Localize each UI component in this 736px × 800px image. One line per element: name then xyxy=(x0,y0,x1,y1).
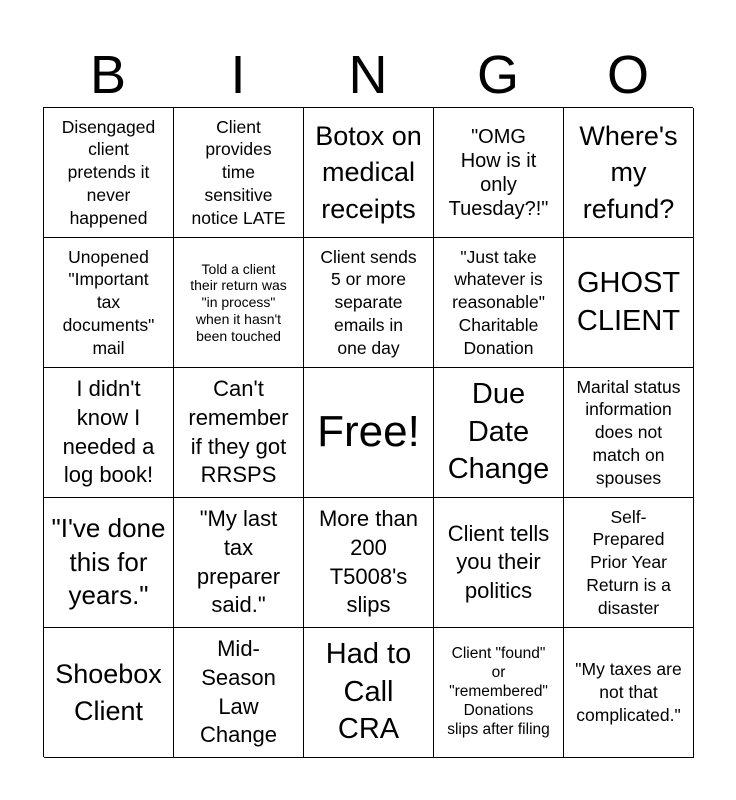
cell-text: Unopened "Important tax documents" mail xyxy=(62,246,155,358)
cell-text: Told a client their return was "in process" when it hasn't been touched xyxy=(190,260,287,344)
header-letter-n: N xyxy=(348,45,388,105)
cell-text: Client "found" or "remembered" Donations slips after filing xyxy=(447,645,550,738)
cell-text: "OMG How is it only Tuesday?!" xyxy=(448,125,549,220)
cell-text: Marital status information does not match on spouses xyxy=(576,376,681,488)
bingo-cell[interactable] xyxy=(174,628,304,758)
bingo-cell[interactable] xyxy=(174,498,304,628)
bingo-cell[interactable] xyxy=(434,628,564,758)
cell-text: I didn't know I needed a log book! xyxy=(62,376,155,488)
bingo-cell[interactable] xyxy=(44,628,174,758)
cell-text: More than 200 T5008's slips xyxy=(318,506,419,618)
cell-text: Can't remember if they got RRSPS xyxy=(188,376,289,488)
bingo-cell[interactable] xyxy=(44,108,174,238)
bingo-cell[interactable] xyxy=(564,368,694,498)
cell-text: Client tells you their politics xyxy=(447,520,550,603)
header-letter-o: O xyxy=(606,45,649,105)
bingo-cell[interactable] xyxy=(174,368,304,498)
bingo-cell[interactable] xyxy=(304,238,434,368)
cell-text: GHOST CLIENT xyxy=(576,266,681,337)
bingo-cell[interactable] xyxy=(304,628,434,758)
cell-text: Had to Call CRA xyxy=(325,637,412,746)
cell-text: "My last tax preparer said." xyxy=(196,506,281,618)
cell-text: Botox on medical receipts xyxy=(315,120,422,224)
cell-text: "I've done this for years." xyxy=(51,512,166,611)
bingo-cell[interactable] xyxy=(434,498,564,628)
header-letter-i: I xyxy=(230,45,246,105)
free-space-text: Free! xyxy=(317,407,420,457)
bingo-cell[interactable] xyxy=(564,498,694,628)
bingo-cell[interactable] xyxy=(434,238,564,368)
bingo-cell[interactable] xyxy=(564,238,694,368)
cell-text: Mid- Season Law Change xyxy=(199,636,278,748)
cell-text: Client sends 5 or more separate emails in one day xyxy=(320,246,417,358)
bingo-cell[interactable] xyxy=(44,238,174,368)
cell-text: Disengaged client pretends it never happened xyxy=(61,116,156,228)
cell-text: Client provides time sensitive notice LATE xyxy=(191,116,286,228)
cell-text: Self- Prepared Prior Year Return is a disaster xyxy=(586,506,671,618)
cell-text: Where's my refund? xyxy=(579,120,678,224)
bingo-cell[interactable] xyxy=(434,368,564,498)
header-letter-b: B xyxy=(89,45,127,105)
free-space-cell[interactable] xyxy=(304,368,434,498)
bingo-cell[interactable] xyxy=(174,238,304,368)
bingo-cell[interactable] xyxy=(304,108,434,238)
cell-text: Shoebox Client xyxy=(55,659,162,726)
bingo-cell[interactable] xyxy=(174,108,304,238)
bingo-grid xyxy=(43,107,693,757)
bingo-cell[interactable] xyxy=(564,628,694,758)
cell-text: "Just take whatever is reasonable" Charitable Donation xyxy=(452,246,545,358)
bingo-cell[interactable] xyxy=(434,108,564,238)
cell-text: Due Date Change xyxy=(447,377,550,486)
bingo-header xyxy=(43,44,693,106)
bingo-cell[interactable] xyxy=(44,368,174,498)
cell-text: "My taxes are not that complicated." xyxy=(575,659,682,725)
header-letter-g: G xyxy=(476,45,519,105)
bingo-cell[interactable] xyxy=(44,498,174,628)
bingo-cell[interactable] xyxy=(304,498,434,628)
bingo-cell[interactable] xyxy=(564,108,694,238)
